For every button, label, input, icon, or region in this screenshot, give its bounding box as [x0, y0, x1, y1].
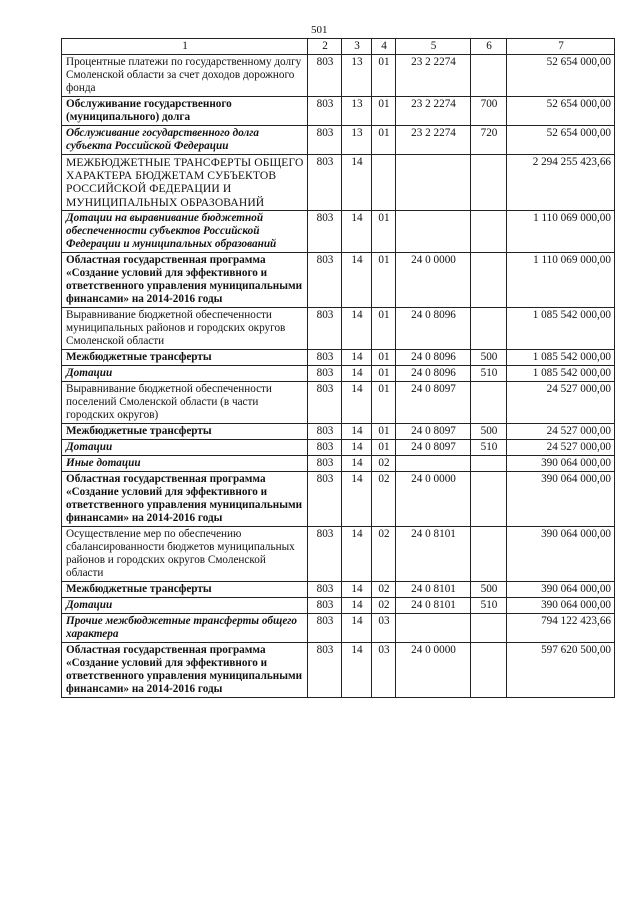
- row-amount-cell: 390 064 000,00: [507, 581, 615, 597]
- header-cell: 3: [342, 39, 372, 55]
- row-ministry-code-cell: 803: [308, 210, 342, 252]
- row-ministry-code-cell: 803: [308, 55, 342, 97]
- row-expense-type-cell: 500: [471, 581, 507, 597]
- row-expense-type-cell: 500: [471, 349, 507, 365]
- row-amount-cell: 52 654 000,00: [507, 97, 615, 126]
- row-target-article-cell: 24 0 0000: [396, 252, 471, 307]
- row-target-article-cell: 24 0 8096: [396, 349, 471, 365]
- row-expense-type-cell: [471, 613, 507, 642]
- table-row: [62, 349, 615, 365]
- table-row: [62, 597, 615, 613]
- row-subsection-cell: 02: [372, 455, 396, 471]
- row-target-article-cell: 24 0 0000: [396, 642, 471, 697]
- row-ministry-code-cell: 803: [308, 455, 342, 471]
- row-expense-type-cell: [471, 455, 507, 471]
- row-ministry-code-cell: 803: [308, 642, 342, 697]
- row-expense-type-cell: [471, 252, 507, 307]
- row-name-cell: Областная государственная программа «Создание условий для эффективного и ответственного управления муниципальными финансами» на 2014-2016 годы: [62, 252, 308, 307]
- table-row: [62, 365, 615, 381]
- row-ministry-code-cell: 803: [308, 155, 342, 211]
- table-row: [62, 252, 615, 307]
- row-expense-type-cell: [471, 307, 507, 349]
- row-subsection-cell: 02: [372, 471, 396, 526]
- header-row: [62, 39, 615, 55]
- page-number: 501: [311, 24, 328, 36]
- row-ministry-code-cell: 803: [308, 526, 342, 581]
- header-cell: 1: [62, 39, 308, 55]
- row-target-article-cell: [396, 455, 471, 471]
- row-expense-type-cell: 720: [471, 126, 507, 155]
- row-subsection-cell: 01: [372, 439, 396, 455]
- row-name-cell: Обслуживание государственного долга субъекта Российской Федерации: [62, 126, 308, 155]
- row-target-article-cell: 23 2 2274: [396, 126, 471, 155]
- row-name-cell: Осуществление мер по обеспечению сбалансированности бюджетов муниципальных районов и городских округов Смоленской области: [62, 526, 308, 581]
- row-amount-cell: 390 064 000,00: [507, 455, 615, 471]
- row-name-cell: Выравнивание бюджетной обеспеченности муниципальных районов и городских округов Смоленской области: [62, 307, 308, 349]
- row-ministry-code-cell: 803: [308, 365, 342, 381]
- row-target-article-cell: 24 0 0000: [396, 471, 471, 526]
- row-ministry-code-cell: 803: [308, 613, 342, 642]
- row-target-article-cell: 24 0 8101: [396, 581, 471, 597]
- row-amount-cell: 794 122 423,66: [507, 613, 615, 642]
- table-row: [62, 210, 615, 252]
- row-ministry-code-cell: 803: [308, 349, 342, 365]
- row-section-cell: 13: [342, 97, 372, 126]
- header-cell: 4: [372, 39, 396, 55]
- row-expense-type-cell: [471, 155, 507, 211]
- table-row: [62, 307, 615, 349]
- row-target-article-cell: [396, 210, 471, 252]
- header-cell: 2: [308, 39, 342, 55]
- row-section-cell: 14: [342, 252, 372, 307]
- row-section-cell: 14: [342, 597, 372, 613]
- table-row: [62, 613, 615, 642]
- row-subsection-cell: 01: [372, 126, 396, 155]
- row-section-cell: 14: [342, 210, 372, 252]
- table-row: [62, 55, 615, 97]
- row-name-cell: Дотации на выравнивание бюджетной обеспеченности субъектов Российской Федерации и муниципальных образований: [62, 210, 308, 252]
- row-expense-type-cell: 510: [471, 597, 507, 613]
- row-amount-cell: 597 620 500,00: [507, 642, 615, 697]
- row-ministry-code-cell: 803: [308, 581, 342, 597]
- row-section-cell: 14: [342, 307, 372, 349]
- row-amount-cell: 1 110 069 000,00: [507, 210, 615, 252]
- row-section-cell: 14: [342, 155, 372, 211]
- row-name-cell: Дотации: [62, 365, 308, 381]
- row-amount-cell: 1 085 542 000,00: [507, 307, 615, 349]
- row-name-cell: Межбюджетные трансферты: [62, 349, 308, 365]
- row-expense-type-cell: [471, 642, 507, 697]
- row-target-article-cell: 23 2 2274: [396, 97, 471, 126]
- row-target-article-cell: 24 0 8097: [396, 439, 471, 455]
- row-subsection-cell: 01: [372, 307, 396, 349]
- table-row: [62, 97, 615, 126]
- row-ministry-code-cell: 803: [308, 439, 342, 455]
- row-section-cell: 14: [342, 349, 372, 365]
- row-subsection-cell: 03: [372, 613, 396, 642]
- row-name-cell: Дотации: [62, 439, 308, 455]
- row-target-article-cell: [396, 155, 471, 211]
- row-target-article-cell: 23 2 2274: [396, 55, 471, 97]
- table-row: [62, 423, 615, 439]
- row-subsection-cell: 01: [372, 97, 396, 126]
- row-expense-type-cell: 510: [471, 439, 507, 455]
- row-section-cell: 14: [342, 381, 372, 423]
- table-row: [62, 381, 615, 423]
- row-ministry-code-cell: 803: [308, 126, 342, 155]
- table-row: [62, 581, 615, 597]
- row-ministry-code-cell: 803: [308, 307, 342, 349]
- table-row: [62, 155, 615, 211]
- row-name-cell: Областная государственная программа «Создание условий для эффективного и ответственного управления муниципальными финансами» на 2014-2016 годы: [62, 642, 308, 697]
- row-name-cell: Процентные платежи по государственному долгу Смоленской области за счет доходов дорожного фонда: [62, 55, 308, 97]
- row-amount-cell: 390 064 000,00: [507, 471, 615, 526]
- row-ministry-code-cell: 803: [308, 423, 342, 439]
- row-ministry-code-cell: 803: [308, 471, 342, 526]
- row-section-cell: 14: [342, 365, 372, 381]
- table-row: [62, 526, 615, 581]
- row-subsection-cell: 02: [372, 581, 396, 597]
- row-expense-type-cell: 510: [471, 365, 507, 381]
- row-subsection-cell: 01: [372, 210, 396, 252]
- row-target-article-cell: 24 0 8096: [396, 365, 471, 381]
- row-subsection-cell: [372, 155, 396, 211]
- budget-table: [61, 38, 615, 698]
- row-section-cell: 14: [342, 471, 372, 526]
- row-name-cell: Выравнивание бюджетной обеспеченности поселений Смоленской области (в части городских округов): [62, 381, 308, 423]
- row-name-cell: МЕЖБЮДЖЕТНЫЕ ТРАНСФЕРТЫ ОБЩЕГО ХАРАКТЕРА БЮДЖЕТАМ СУБЪЕКТОВ РОССИЙСКОЙ ФЕДЕРАЦИИ И МУНИЦИПАЛЬНЫХ ОБРАЗОВАНИЙ: [62, 155, 308, 211]
- row-target-article-cell: [396, 613, 471, 642]
- row-expense-type-cell: 700: [471, 97, 507, 126]
- row-amount-cell: 52 654 000,00: [507, 55, 615, 97]
- table-row: [62, 126, 615, 155]
- row-subsection-cell: 02: [372, 526, 396, 581]
- row-expense-type-cell: [471, 526, 507, 581]
- row-subsection-cell: 01: [372, 55, 396, 97]
- row-name-cell: Иные дотации: [62, 455, 308, 471]
- header-cell: 5: [396, 39, 471, 55]
- table-row: [62, 642, 615, 697]
- row-amount-cell: 2 294 255 423,66: [507, 155, 615, 211]
- row-section-cell: 13: [342, 55, 372, 97]
- row-section-cell: 14: [342, 439, 372, 455]
- row-section-cell: 14: [342, 526, 372, 581]
- row-name-cell: Межбюджетные трансферты: [62, 423, 308, 439]
- row-name-cell: Областная государственная программа «Создание условий для эффективного и ответственного управления муниципальными финансами» на 2014-2016 годы: [62, 471, 308, 526]
- row-amount-cell: 24 527 000,00: [507, 439, 615, 455]
- row-name-cell: Дотации: [62, 597, 308, 613]
- row-section-cell: 14: [342, 455, 372, 471]
- table-row: [62, 471, 615, 526]
- row-expense-type-cell: [471, 55, 507, 97]
- row-subsection-cell: 01: [372, 365, 396, 381]
- row-expense-type-cell: [471, 381, 507, 423]
- row-target-article-cell: 24 0 8096: [396, 307, 471, 349]
- row-subsection-cell: 01: [372, 252, 396, 307]
- row-subsection-cell: 03: [372, 642, 396, 697]
- row-expense-type-cell: 500: [471, 423, 507, 439]
- row-target-article-cell: 24 0 8101: [396, 526, 471, 581]
- row-target-article-cell: 24 0 8101: [396, 597, 471, 613]
- header-cell: 7: [507, 39, 615, 55]
- row-ministry-code-cell: 803: [308, 381, 342, 423]
- row-section-cell: 14: [342, 613, 372, 642]
- row-section-cell: 14: [342, 581, 372, 597]
- row-ministry-code-cell: 803: [308, 252, 342, 307]
- row-ministry-code-cell: 803: [308, 597, 342, 613]
- row-section-cell: 13: [342, 126, 372, 155]
- row-name-cell: Обслуживание государственного (муниципального) долга: [62, 97, 308, 126]
- row-amount-cell: 390 064 000,00: [507, 526, 615, 581]
- row-expense-type-cell: [471, 210, 507, 252]
- row-section-cell: 14: [342, 423, 372, 439]
- row-amount-cell: 24 527 000,00: [507, 423, 615, 439]
- row-ministry-code-cell: 803: [308, 97, 342, 126]
- table-row: [62, 455, 615, 471]
- row-target-article-cell: 24 0 8097: [396, 423, 471, 439]
- header-cell: 6: [471, 39, 507, 55]
- row-subsection-cell: 01: [372, 381, 396, 423]
- row-amount-cell: 1 085 542 000,00: [507, 349, 615, 365]
- row-subsection-cell: 01: [372, 423, 396, 439]
- row-expense-type-cell: [471, 471, 507, 526]
- table-row: [62, 439, 615, 455]
- row-name-cell: Прочие межбюджетные трансферты общего характера: [62, 613, 308, 642]
- row-amount-cell: 390 064 000,00: [507, 597, 615, 613]
- row-amount-cell: 1 110 069 000,00: [507, 252, 615, 307]
- row-section-cell: 14: [342, 642, 372, 697]
- row-amount-cell: 52 654 000,00: [507, 126, 615, 155]
- row-amount-cell: 24 527 000,00: [507, 381, 615, 423]
- row-subsection-cell: 02: [372, 597, 396, 613]
- row-target-article-cell: 24 0 8097: [396, 381, 471, 423]
- row-name-cell: Межбюджетные трансферты: [62, 581, 308, 597]
- row-subsection-cell: 01: [372, 349, 396, 365]
- row-amount-cell: 1 085 542 000,00: [507, 365, 615, 381]
